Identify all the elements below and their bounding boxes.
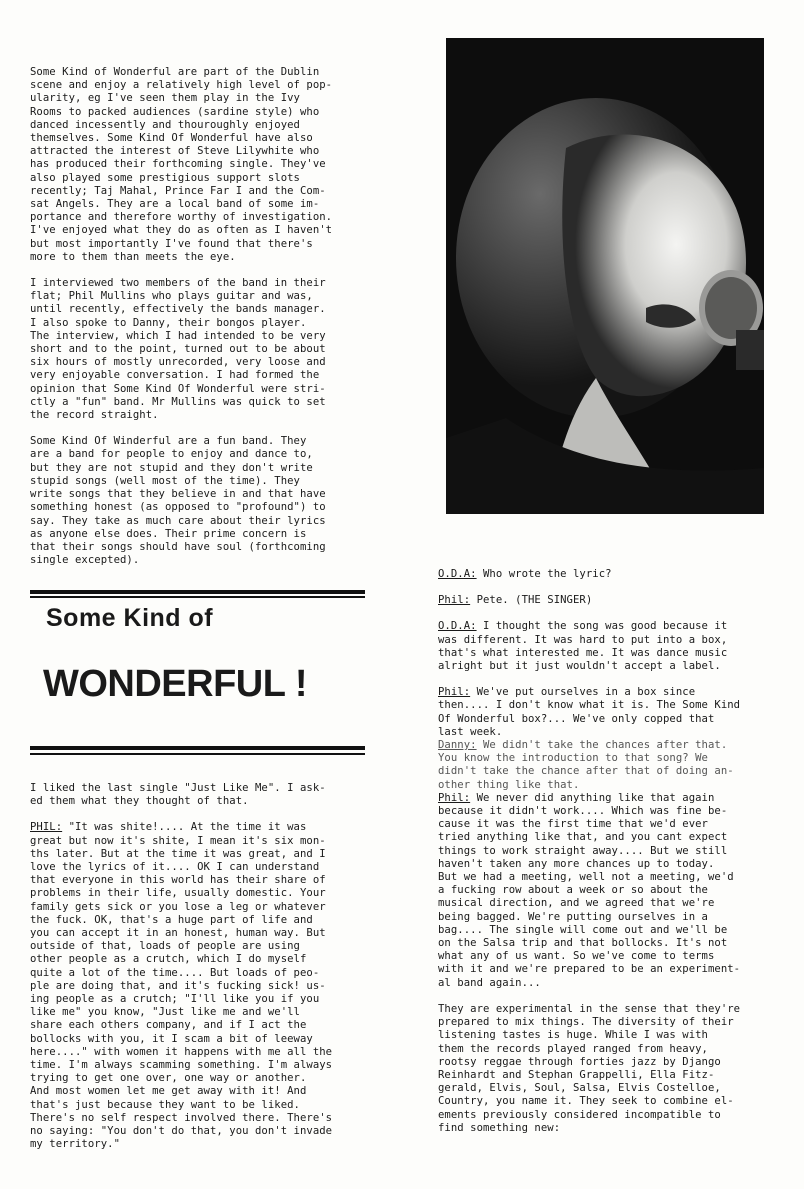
question-2 <box>438 620 798 673</box>
headline-line-1: Some Kind of <box>46 604 214 632</box>
answer-text: We never did anything like that again because it didn't work.... Which was fine be- cause it was the first time that we'd ever tried anything like that, and you cant expect things to work straight away.... But we still haven't taken any more chances up to today. But we had a meeting, well not a meeting, we'd a fucking row about a week or so about the musical direction, and we agreed that we're being bagged. We're putting ourselves in a bag.... The single will come out and we'll be on the Salsa trip and that bollocks. It's not what any of us want. So we've come to terms with it and we're prepared to be an experiment- al band again... <box>438 791 741 989</box>
intro-paragraph-2: I interviewed two members of the band in their flat; Phil Mullins who plays guitar and was, until recently, effectively the bands manager. I also spoke to Danny, their bongos player. The interview, which I had intended to be very short and to the point, turned out to be about six hours of mostly unrecorded, very loose and very enjoyable conversation. I had formed the opinion that Some Kind Of Wonderful were stri- ctly a "fun" band. Mr Mullins was quick to set the record straight. <box>30 277 326 422</box>
interview-column-right <box>438 568 798 1148</box>
answer-text: "It was shite!.... At the time it was great but now it's shite, I mean it's six mon- ths later. But at the time it was great, and I love the lyrics of it.... OK I can understand that everyone in this world has their share of problems in their life, usually domestic. Your family gets sick or you lose a leg or whatever the fuck. OK, that's a huge part of life and you can accept it in an honest, human way. But outside of that, loads of people are using other people as a crutch, which I do myself quite a lot of the time.... But loads of peo- ple are doing that, and it's fucking sick! us- ing people as a crutch; "I'll like you if you like me" you know, "Just like me and we'll share each others company, and if I act the bollocks with you, it I scam a bit of leeway here...." with women it happens with me all the time. I'm always scamming something. I'm always trying to get one over, one way or another. And most women let me get away with it! And that's just because they want to be liked. There's no self respect involved there. There's no saying: "You don't do that, you don't invade my territory." <box>30 821 333 1151</box>
speaker-label: O.D.A: <box>438 620 477 633</box>
answer-text: We've put ourselves in a box since then.... I don't know what it is. The Some Kind Of Wonderful box?... We've only copped that last week. <box>438 686 741 738</box>
intro-paragraph-3: Some Kind Of Winderful are a fun band. They are a band for people to enjoy and dance to, but they are not stupid and they don't write stupid songs (well most of the time). They write songs that they believe in and that have something honest (as opposed to "profound") to say. They take as much care about their lyrics as anyone else does. Their prime concern is that their songs should have soul (forthcoming single excepted). <box>30 435 326 567</box>
answer-text: We didn't take the chances after that. You know the introduction to that song? We didn't take the chance after that of doing an- other thing like that. <box>438 739 734 791</box>
closing-paragraph: They are experimental in the sense that they're prepared to mix things. The diversity of their listening tastes is huge. While I was with them the records played ranged from heavy, rootsy reggae through forties jazz by Django Reinhardt and Stephan Grappelli, Ella Fitz- gerald, Elvis, Soul, Salsa, Elvis Costelloe, Country, you name it. They seek to combine el- ements previously considered incompatible to find something new: <box>438 1002 741 1134</box>
bottom-rule-thin <box>30 753 365 755</box>
question-1 <box>438 568 798 581</box>
speaker-label: Phil: <box>438 594 471 607</box>
top-rule-thin <box>30 596 365 598</box>
speaker-label: PHIL: <box>30 821 63 834</box>
interview-intro: I liked the last single "Just Like Me". I ask- ed them what they thought of that. <box>30 782 326 808</box>
answer-3 <box>438 739 798 792</box>
speaker-label: Danny: <box>438 739 477 752</box>
question-text: Who wrote the lyric? <box>476 568 612 580</box>
speaker-label: O.D.A: <box>438 568 477 580</box>
speaker-label: Phil: <box>438 686 471 699</box>
top-rule <box>30 590 365 594</box>
article-headline <box>30 590 365 762</box>
answer-text: Pete. (THE SINGER) <box>470 594 593 607</box>
interview-column-left <box>30 782 380 1164</box>
bottom-rule <box>30 746 365 750</box>
headline-line-2: WONDERFUL ! <box>43 663 307 705</box>
phil-answer-1 <box>30 821 380 1151</box>
answer-4 <box>438 792 798 990</box>
intro-column <box>30 66 380 580</box>
question-text: I thought the song was good because it was different. It was hard to put into a box, that's what interested me. It was dance music alright but it just wouldn't accept a label. <box>438 620 728 673</box>
intro-paragraph-1: Some Kind of Wonderful are part of the Dublin scene and enjoy a relatively high level of pop- ularity, eg I've seen them play in the Ivy Rooms to packed audiences (sardine style) who danced incessently and thouroughly enjoyed themselves. Some Kind Of Wonderful have also attracted the interest of Steve Lilywhite who has produced their forthcoming single. They've also played some prestigious support slots recently; Taj Mahal, Prince Far I and the Com- sat Angels. They are a local band of some im- portance and therefore worthy of investigation. I've enjoyed what they do as often as I haven't but most importantly I've found that there's more to them than meets the eye. <box>30 66 333 263</box>
singer-photo <box>446 38 764 514</box>
answer-1 <box>438 594 798 607</box>
speaker-label: Phil: <box>438 791 471 804</box>
answer-2 <box>438 686 798 739</box>
